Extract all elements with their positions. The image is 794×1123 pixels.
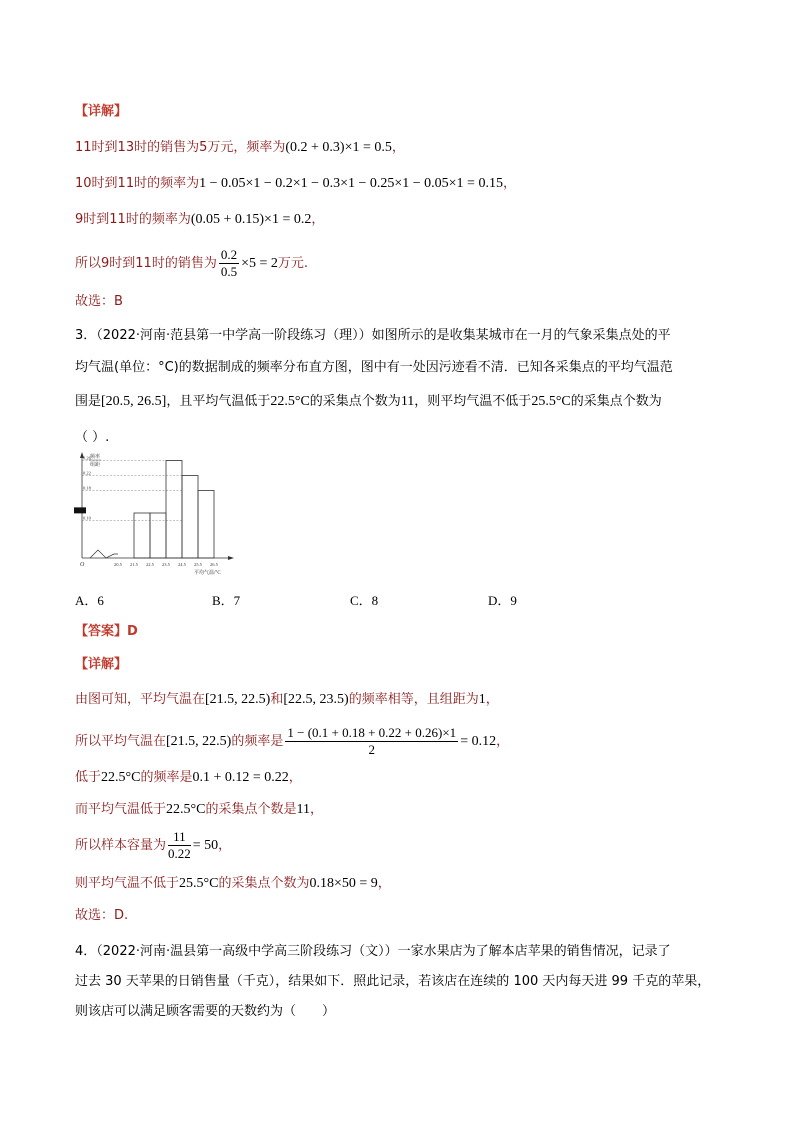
text: 而平均气温低于	[75, 802, 167, 817]
text: ，	[311, 212, 325, 227]
numerator: 0.2	[220, 247, 238, 262]
y-axis-label: 频率	[90, 455, 101, 460]
histogram-bar	[150, 513, 166, 558]
formula: = 50	[192, 838, 219, 853]
text: 的采集点个数为	[570, 394, 662, 409]
detail-heading: 【详解】	[75, 104, 128, 119]
x-axis-label: 平均气温/°C	[194, 571, 221, 576]
q3-blank: （ ）.	[75, 430, 110, 445]
text: ，	[502, 176, 516, 191]
option-c[interactable]: C．8	[350, 593, 379, 608]
histogram-bar	[166, 461, 182, 559]
formula: 25.5°C	[179, 876, 219, 891]
formula: 25.5°C	[531, 394, 571, 409]
detail-line-1	[75, 138, 405, 158]
detail-line-1	[75, 690, 499, 710]
formula: [22.5, 23.5)	[283, 692, 349, 707]
x-tick-label: 25.5	[194, 562, 202, 567]
histogram-bar	[134, 513, 150, 558]
formula: 22.5°C	[166, 802, 206, 817]
histogram-bar	[198, 491, 214, 559]
x-tick-label: 24.5	[178, 562, 186, 567]
text: ，	[496, 734, 510, 749]
text: 的采集点个数为	[218, 876, 310, 891]
text: ，	[377, 876, 391, 891]
formula: 0.1 + 0.12 = 0.22	[192, 770, 289, 785]
formula: 1	[478, 692, 486, 707]
fraction	[168, 829, 191, 862]
text: ，则平均气温不低于	[414, 394, 532, 409]
formula: 22.5°C	[270, 394, 310, 409]
detail-line-3	[75, 210, 324, 230]
y-tick-label: 0.26	[83, 455, 91, 461]
text: 所以样本容量为	[75, 838, 167, 853]
text: ，	[391, 140, 405, 155]
q4-stem-line-2: 过去 30 天苹果的日销售量（千克），结果如下．照此记录，若该店在连续的 100 天内每天进 99 千克的苹果，	[75, 974, 711, 989]
text: 和	[270, 692, 284, 707]
x-axis-arrow-icon	[228, 556, 234, 560]
text: 10时到11时的频率为	[75, 176, 200, 191]
text: ，	[218, 838, 232, 853]
detail-line-3	[75, 768, 302, 788]
text: 的采集点个数为	[309, 394, 401, 409]
x-tick-label: 26.5	[210, 562, 218, 567]
q4-stem-line-1: 4．（2022·河南·温县第一高级中学高三阶段练习（文））一家水果店为了解本店苹果的销售情况，记录了	[75, 944, 671, 959]
formula: (0.05 + 0.15)×1 = 0.2	[190, 212, 312, 227]
formula: 22.5°C	[101, 770, 141, 785]
text: 的频率相等，且组距为	[348, 692, 479, 707]
frequency-histogram	[70, 450, 240, 580]
text: 所以平均气温在	[75, 734, 167, 749]
denominator: 0.5	[220, 264, 238, 279]
text: 的频率是	[140, 770, 193, 785]
y-axis-label: 组距	[90, 463, 101, 468]
x-tick-label: 21.5	[130, 562, 138, 567]
formula: 11	[296, 802, 310, 817]
denominator: 0.22	[168, 846, 191, 861]
x-tick-label: 20.5	[114, 562, 122, 567]
q3-stem-line-3	[75, 392, 662, 412]
text: 由图可知，平均气温在	[75, 692, 206, 707]
text: ，	[485, 692, 499, 707]
formula: ×5 = 2	[241, 256, 278, 271]
text: ，	[288, 770, 302, 785]
axis-break	[90, 550, 118, 558]
y-tick-label: 0.18	[83, 485, 91, 491]
text: 围是	[75, 394, 102, 409]
answer-line: 故选：D.	[75, 908, 129, 923]
formula: [20.5, 26.5]	[101, 394, 167, 409]
x-tick-label: 22.5	[146, 562, 154, 567]
denominator: 2	[368, 742, 376, 757]
detail-line-4	[75, 246, 308, 282]
answer-line: 故选：B	[75, 294, 123, 309]
formula: 1 − 0.05×1 − 0.2×1 − 0.3×1 − 0.25×1 − 0.05×1 = 0.15	[199, 176, 503, 191]
text: 则平均气温不低于	[75, 876, 180, 891]
detail-line-2	[75, 174, 516, 194]
option-d[interactable]: D．9	[488, 593, 517, 608]
detail-line-4	[75, 800, 323, 820]
formula: = 0.12	[460, 734, 497, 749]
formula: (0.2 + 0.3)×1 = 0.5	[285, 140, 392, 155]
text: 的频率是	[231, 734, 284, 749]
origin-label: O	[80, 562, 85, 568]
smudge	[74, 507, 86, 513]
histogram-bar	[182, 476, 198, 559]
formula: 11	[400, 394, 415, 409]
text: ，	[309, 802, 323, 817]
formula: 0.18×50 = 9	[309, 876, 378, 891]
numerator: 11	[168, 829, 191, 846]
formula: [21.5, 22.5)	[166, 734, 232, 749]
detail-heading: 【详解】	[75, 657, 128, 672]
text: 低于	[75, 770, 102, 785]
q3-stem-line-1: 3．（2022·河南·范县第一中学高一阶段练习（理））如图所示的是收集某城市在一月的气象采集点处的平	[75, 328, 671, 343]
q3-stem-line-2: 均气温(单位：°C)的数据制成的频率分布直方图，图中有一处因污迹看不清．已知各采集点的平均气温范	[75, 360, 673, 375]
text: ，且平均气温低于	[166, 394, 271, 409]
formula: [21.5, 22.5)	[205, 692, 271, 707]
text: 的采集点个数是	[205, 802, 297, 817]
q4-stem-line-3: 则该店可以满足顾客需要的天数约为（ ）	[75, 1004, 336, 1019]
detail-line-6	[75, 874, 391, 894]
text: 11时到13时的销售为5万元，频率为	[75, 140, 286, 155]
text: 所以9时到11时的销售为	[75, 256, 217, 271]
detail-line-2	[75, 724, 509, 760]
fraction	[219, 247, 239, 280]
fraction	[285, 725, 458, 758]
detail-line-5	[75, 828, 231, 864]
option-a[interactable]: A．6	[75, 593, 104, 608]
answer-heading: 【答案】D	[75, 624, 138, 639]
x-tick-label: 23.5	[162, 562, 170, 567]
numerator: 1 − (0.1 + 0.18 + 0.22 + 0.26)×1	[287, 725, 457, 740]
text: 万元.	[277, 256, 309, 271]
y-tick-label: 0.10	[83, 515, 91, 521]
option-b[interactable]: B．7	[212, 593, 241, 608]
y-tick-label: 0.22	[83, 470, 91, 476]
text: 9时到11时的频率为	[75, 212, 191, 227]
